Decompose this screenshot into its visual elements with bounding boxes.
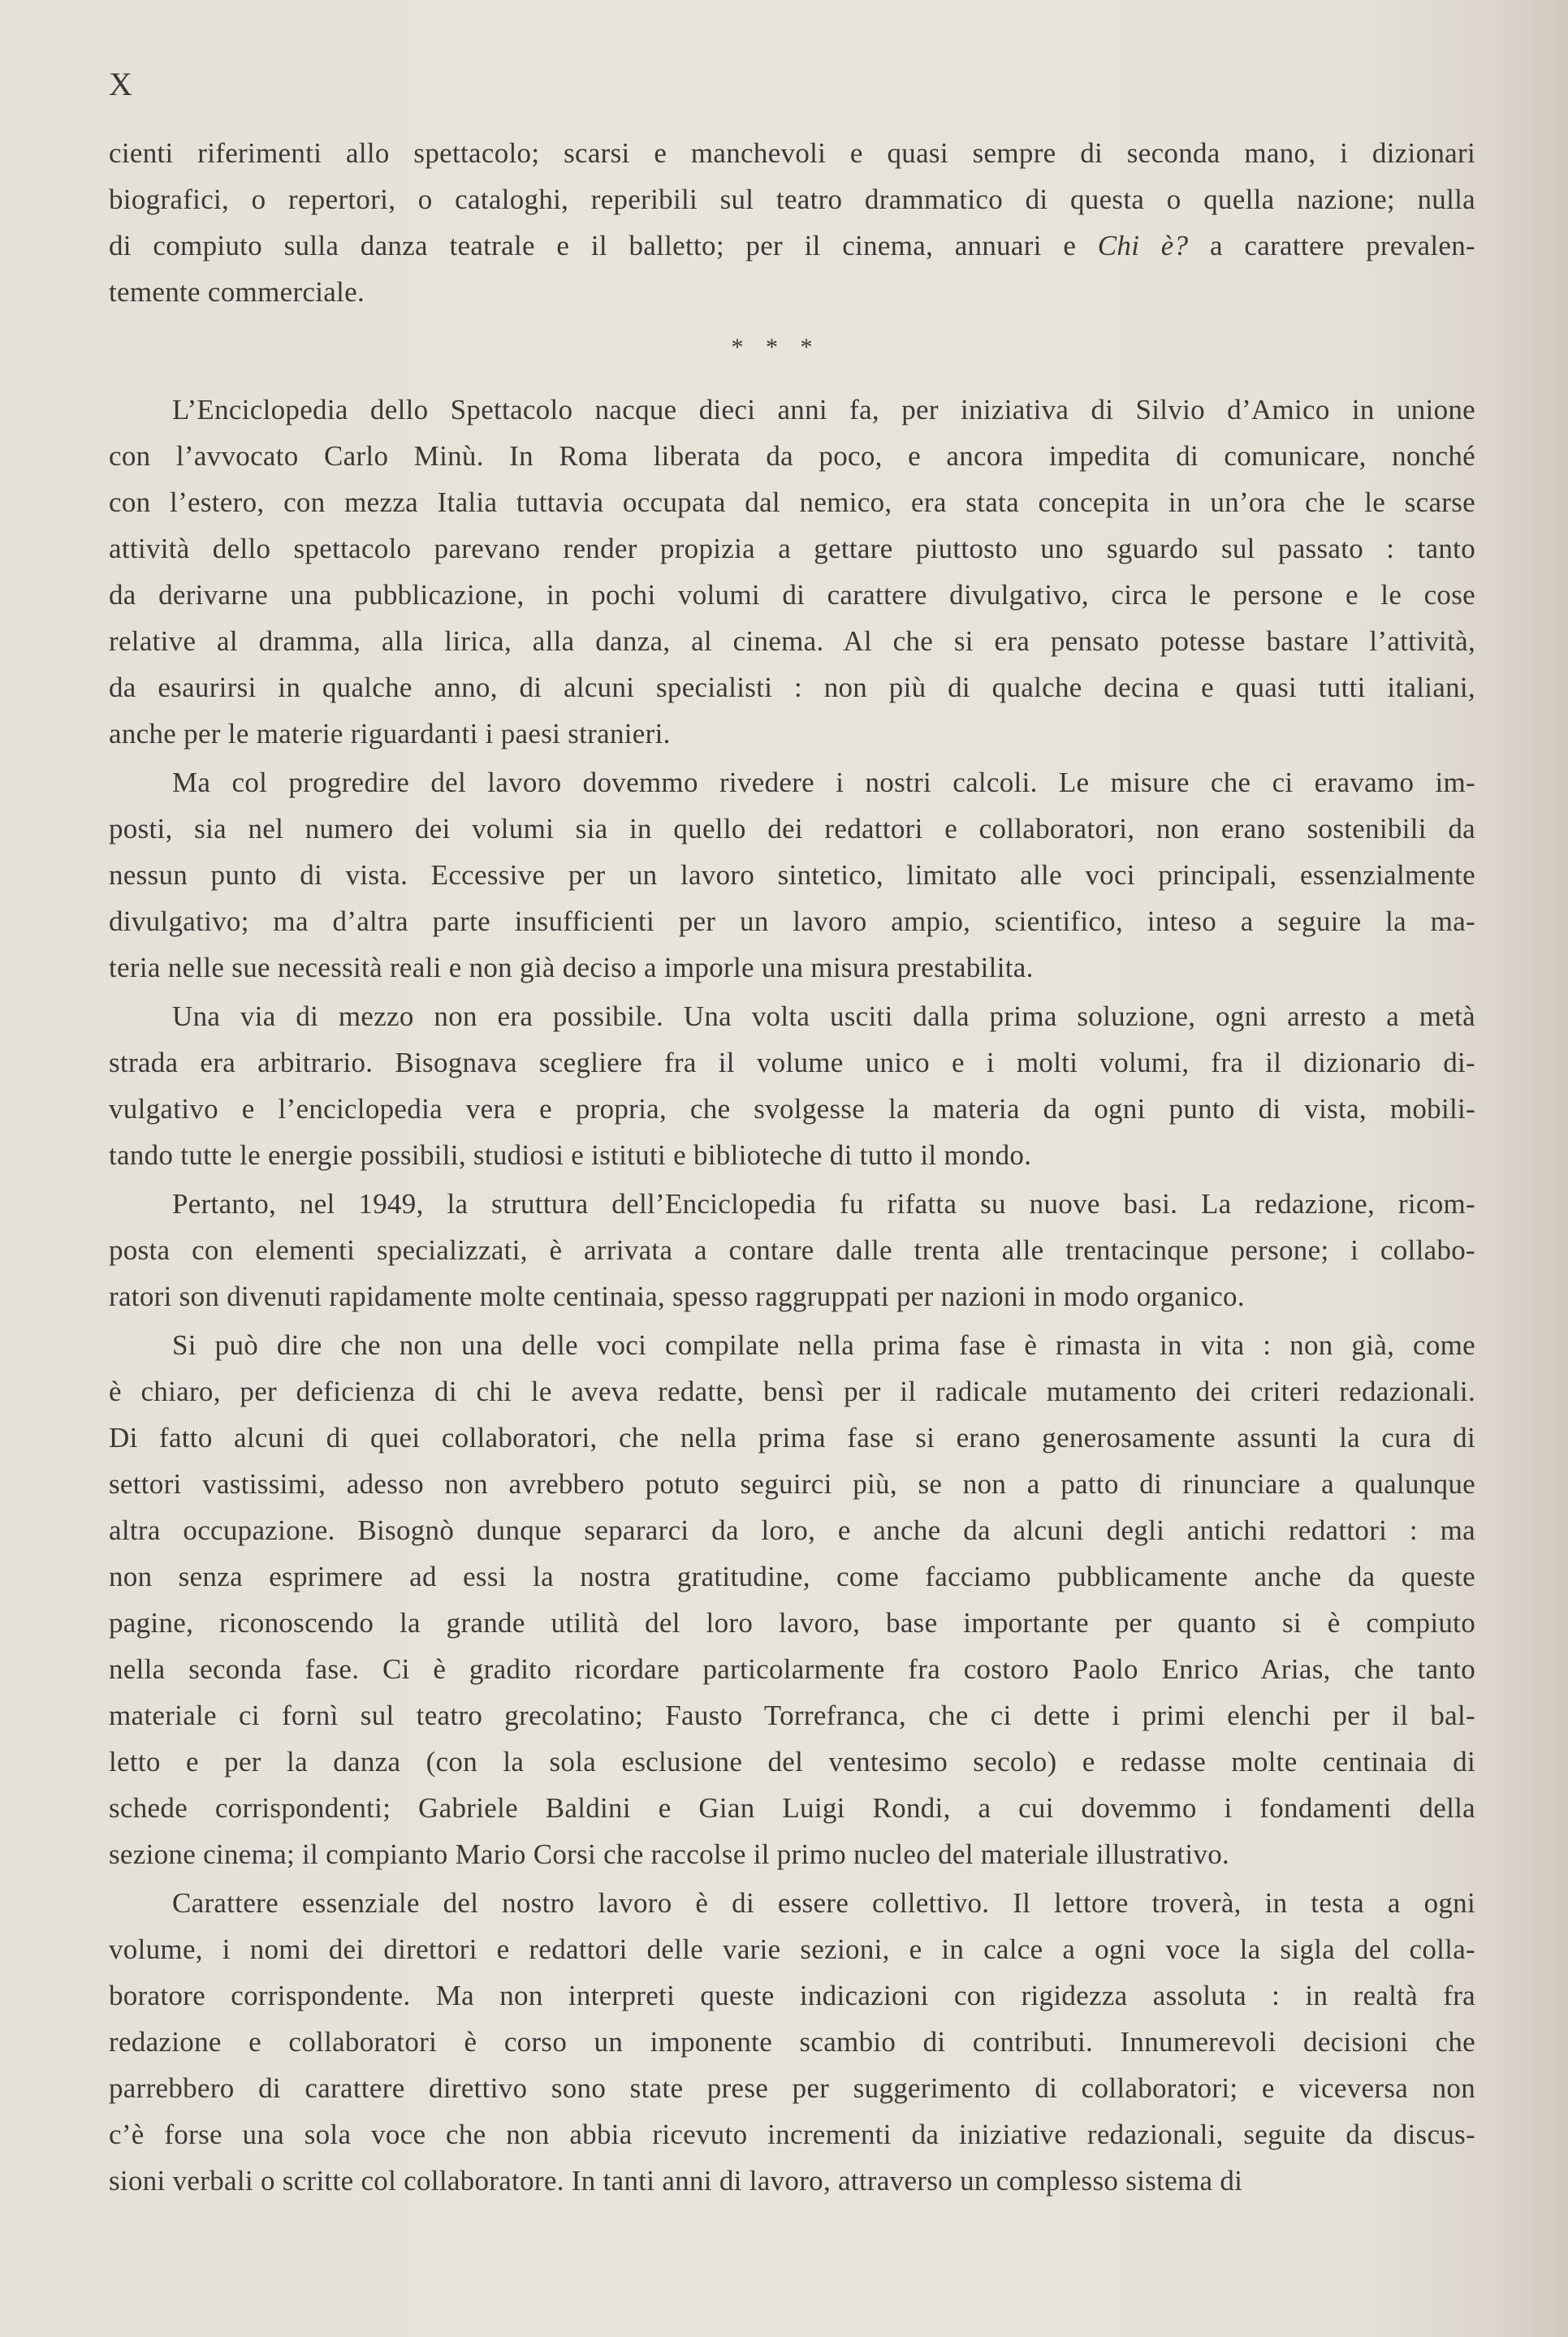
text-segment: a carattere prevalen- <box>1188 230 1475 261</box>
text-line: redazione e collaboratori è corso un imponente scambio di contributi. Innumerevoli decisioni che <box>109 2026 1475 2058</box>
text-line: boratore corrispondente. Ma non interpreti queste indicazioni con rigidezza assoluta : in realtà fra <box>109 1980 1475 2011</box>
text-line: sioni verbali o scritte col collaboratore. In tanti anni di lavoro, attraverso un complesso sistema di <box>109 2165 1243 2197</box>
text-line: relative al dramma, alla lirica, alla danza, al cinema. Al che si era pensato potesse bastare l’attività, <box>109 625 1475 657</box>
text-line: con l’estero, con mezza Italia tuttavia occupata dal nemico, era stata concepita in un’ora che le scarse <box>109 486 1475 518</box>
paragraph <box>109 1181 1475 1320</box>
text-line: da derivarne una pubblicazione, in pochi volumi di carattere divulgativo, circa le persone e le cose <box>109 579 1475 611</box>
paragraph <box>109 1880 1475 2204</box>
text-line: Di fatto alcuni di quei collaboratori, che nella prima fase si erano generosamente assunti la cura di <box>109 1422 1475 1454</box>
text-line: Carattere essenziale del nostro lavoro è di essere collettivo. Il lettore troverà, in testa a ogni <box>172 1887 1475 1919</box>
text-line: cienti riferimenti allo spettacolo; scarsi e manchevoli e quasi sempre di seconda mano, i dizionari <box>109 137 1475 169</box>
text-line: L’Enciclopedia dello Spettacolo nacque dieci anni fa, per iniziativa di Silvio d’Amico in unione <box>172 394 1475 425</box>
italic-title: Chi è? <box>1097 230 1189 261</box>
text-line: altra occupazione. Bisognò dunque separarci da loro, e anche da alcuni degli antichi redattori : ma <box>109 1514 1475 1546</box>
text-line: divulgativo; ma d’altra parte insufficienti per un lavoro ampio, scientifico, inteso a seguire la ma- <box>109 905 1475 937</box>
section-separator: * * * <box>731 334 821 361</box>
text-line: non senza esprimere ad essi la nostra gratitudine, come facciamo pubblicamente anche da queste <box>109 1561 1475 1592</box>
text-line <box>109 222 1475 269</box>
text-line: attività dello spettacolo parevano render propizia a gettare piuttosto uno sguardo sul passato : tanto <box>109 533 1475 564</box>
text-line: biografici, o repertori, o cataloghi, reperibili sul teatro drammatico di questa o quella nazione; nulla <box>109 184 1475 215</box>
paragraph <box>109 1322 1475 1877</box>
paragraph <box>109 759 1475 991</box>
text-line: posta con elementi specializzati, è arrivata a contare dalle trenta alle trentacinque persone; i collabo- <box>109 1234 1475 1266</box>
text-line: schede corrispondenti; Gabriele Baldini e Gian Luigi Rondi, a cui dovemmo i fondamenti della <box>109 1792 1475 1824</box>
text-line: nessun punto di vista. Eccessive per un lavoro sintetico, limitato alle voci principali, essenzialmente <box>109 859 1475 891</box>
text-line: tando tutte le energie possibili, studiosi e istituti e biblioteche di tutto il mondo. <box>109 1139 1032 1171</box>
text-line: temente commerciale. <box>109 276 365 308</box>
text-line: materiale ci fornì sul teatro grecolatino; Fausto Torrefranca, che ci dette i primi elenchi per il bal- <box>109 1700 1475 1731</box>
text-line: con l’avvocato Carlo Minù. In Roma liberata da poco, e ancora impedita di comunicare, nonché <box>109 440 1475 472</box>
text-line: vulgativo e l’enciclopedia vera e propria, che svolgesse la materia da ogni punto di vista, mobili- <box>109 1093 1475 1125</box>
paragraph <box>109 387 1475 757</box>
text-line: pagine, riconoscendo la grande utilità del loro lavoro, base importante per quanto si è compiuto <box>109 1607 1475 1639</box>
text-line: anche per le materie riguardanti i paesi stranieri. <box>109 718 671 749</box>
paragraph <box>109 130 1475 315</box>
text-line: posti, sia nel numero dei volumi sia in quello dei redattori e collaboratori, non erano sostenibili da <box>109 813 1475 845</box>
text-line: volume, i nomi dei direttori e redattori delle varie sezioni, e in calce a ogni voce la sigla del colla- <box>109 1933 1475 1965</box>
text-column <box>109 130 1475 2206</box>
paragraph <box>109 993 1475 1178</box>
text-line: strada era arbitrario. Bisognava scegliere fra il volume unico e i molti volumi, fra il dizionario di- <box>109 1047 1475 1078</box>
text-line: ratori son divenuti rapidamente molte centinaia, spesso raggruppati per nazioni in modo organico. <box>109 1281 1245 1312</box>
text-line: sezione cinema; il compianto Mario Corsi che raccolse il primo nucleo del materiale illustrativo. <box>109 1838 1230 1870</box>
text-line: Una via di mezzo non era possibile. Una volta usciti dalla prima soluzione, ogni arresto a metà <box>172 1000 1475 1032</box>
text-line: settori vastissimi, adesso non avrebbero potuto seguirci più, se non a patto di rinunciare a qualunque <box>109 1468 1475 1500</box>
text-line: c’è forse una sola voce che non abbia ricevuto incrementi da iniziative redazionali, seguite da discus- <box>109 2119 1475 2150</box>
text-segment: di compiuto sulla danza teatrale e il balletto; per il cinema, annuari e <box>109 230 1098 261</box>
text-line: Pertanto, nel 1949, la struttura dell’Enciclopedia fu rifatta su nuove basi. La redazione, ricom- <box>172 1188 1475 1220</box>
text-line: teria nelle sue necessità reali e non già deciso a imporle una misura prestabilita. <box>109 952 1034 983</box>
page-number: X <box>109 66 132 102</box>
text-line: è chiaro, per deficienza di chi le aveva redatte, bensì per il radicale mutamento dei criteri redazionali. <box>109 1376 1475 1407</box>
text-line: letto e per la danza (con la sola esclusione del ventesimo secolo) e redasse molte centinaia di <box>109 1746 1475 1778</box>
text-line: nella seconda fase. Ci è gradito ricordare particolarmente fra costoro Paolo Enrico Arias, che tanto <box>109 1653 1475 1685</box>
text-line: da esaurirsi in qualche anno, di alcuni specialisti : non più di qualche decina e quasi tutti italiani, <box>109 672 1475 703</box>
text-line: Ma col progredire del lavoro dovemmo rivedere i nostri calcoli. Le misure che ci eravamo im- <box>172 767 1475 798</box>
text-line: parrebbero di carattere direttivo sono state prese per suggerimento di collaboratori; e viceversa non <box>109 2072 1475 2104</box>
text-line: Si può dire che non una delle voci compilate nella prima fase è rimasta in vita : non già, come <box>172 1329 1475 1361</box>
